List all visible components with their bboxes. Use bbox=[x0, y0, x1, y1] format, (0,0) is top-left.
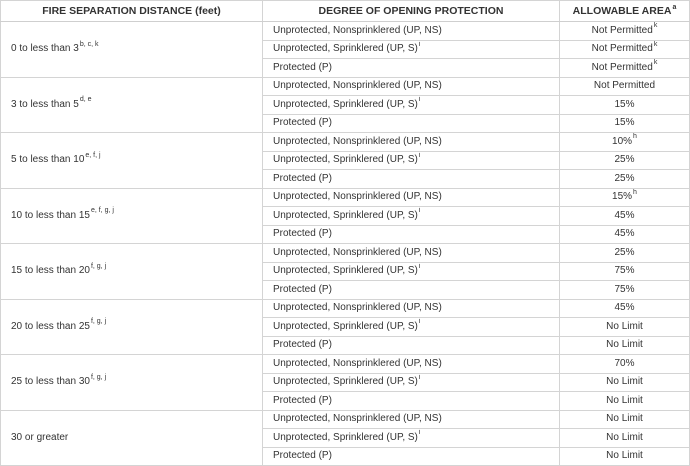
protection-cell bbox=[263, 392, 560, 411]
area-value: 45% bbox=[614, 302, 635, 314]
protection-cell bbox=[263, 170, 560, 189]
table-body bbox=[1, 22, 690, 466]
protection-label: Unprotected, Nonsprinklered (UP, NS) bbox=[273, 357, 442, 369]
protection-label: Unprotected, Sprinklered (UP, S) bbox=[273, 43, 418, 55]
table-row bbox=[1, 355, 690, 374]
protection-label: Protected (P) bbox=[273, 450, 332, 462]
protection-label: Unprotected, Sprinklered (UP, S) bbox=[273, 154, 418, 166]
protection-cell bbox=[263, 318, 560, 337]
protection-label: Unprotected, Nonsprinklered (UP, NS) bbox=[273, 135, 442, 147]
distance-label: 0 to less than 3 bbox=[11, 43, 79, 55]
distance-label: 10 to less than 15 bbox=[11, 209, 90, 221]
area-footnote: k bbox=[653, 59, 658, 67]
protection-label: Unprotected, Nonsprinklered (UP, NS) bbox=[273, 302, 442, 314]
area-cell bbox=[560, 114, 690, 133]
area-value: Not Permitted bbox=[593, 80, 656, 92]
distance-label: 15 to less than 20 bbox=[11, 265, 90, 277]
protection-cell bbox=[263, 244, 560, 263]
protection-cell bbox=[263, 447, 560, 466]
area-cell bbox=[560, 40, 690, 59]
area-value: 45% bbox=[614, 228, 635, 240]
protection-label: Protected (P) bbox=[273, 228, 332, 240]
area-cell bbox=[560, 392, 690, 411]
protection-cell bbox=[263, 40, 560, 59]
protection-footnote: i bbox=[418, 429, 421, 437]
protection-cell bbox=[263, 188, 560, 207]
area-footnote: h bbox=[633, 188, 637, 196]
protection-cell bbox=[263, 299, 560, 318]
protection-cell bbox=[263, 355, 560, 374]
protection-label: Unprotected, Sprinklered (UP, S) bbox=[273, 209, 418, 221]
protection-footnote: i bbox=[418, 373, 421, 381]
protection-label: Protected (P) bbox=[273, 339, 332, 351]
area-cell bbox=[560, 77, 690, 96]
protection-label: Unprotected, Sprinklered (UP, S) bbox=[273, 320, 418, 332]
table-row bbox=[1, 299, 690, 318]
distance-footnote: d, e bbox=[79, 96, 92, 104]
protection-cell bbox=[263, 59, 560, 78]
protection-footnote: i bbox=[418, 40, 421, 48]
table-row bbox=[1, 77, 690, 96]
protection-cell bbox=[263, 262, 560, 281]
area-cell bbox=[560, 22, 690, 41]
protection-label: Protected (P) bbox=[273, 172, 332, 184]
area-value: 45% bbox=[614, 209, 635, 221]
protection-label: Unprotected, Nonsprinklered (UP, NS) bbox=[273, 413, 442, 425]
protection-label: Unprotected, Sprinklered (UP, S) bbox=[273, 431, 418, 443]
protection-cell bbox=[263, 429, 560, 448]
distance-cell bbox=[1, 77, 263, 133]
protection-label: Protected (P) bbox=[273, 117, 332, 129]
area-value: 25% bbox=[614, 246, 635, 258]
area-value: Not Permitted bbox=[591, 43, 653, 55]
area-cell bbox=[560, 410, 690, 429]
distance-label: 30 or greater bbox=[11, 431, 69, 443]
area-cell bbox=[560, 59, 690, 78]
area-value: No Limit bbox=[606, 394, 643, 406]
protection-cell bbox=[263, 151, 560, 170]
distance-footnote: e, f, g, j bbox=[90, 207, 114, 215]
area-cell bbox=[560, 96, 690, 115]
area-value: No Limit bbox=[606, 431, 643, 443]
protection-cell bbox=[263, 96, 560, 115]
distance-label: 25 to less than 30 bbox=[11, 376, 90, 388]
header-row bbox=[1, 1, 690, 22]
protection-cell bbox=[263, 22, 560, 41]
distance-cell bbox=[1, 355, 263, 411]
protection-cell bbox=[263, 281, 560, 300]
area-cell bbox=[560, 281, 690, 300]
area-cell bbox=[560, 355, 690, 374]
protection-cell bbox=[263, 225, 560, 244]
area-value: No Limit bbox=[606, 320, 643, 332]
protection-cell bbox=[263, 336, 560, 355]
protection-footnote: i bbox=[418, 151, 421, 159]
protection-label: Unprotected, Sprinklered (UP, S) bbox=[273, 376, 418, 388]
area-value: 15% bbox=[612, 191, 633, 203]
table-row bbox=[1, 244, 690, 263]
distance-footnote: e, f, j bbox=[85, 151, 101, 159]
protection-footnote: i bbox=[418, 318, 421, 326]
protection-label: Unprotected, Sprinklered (UP, S) bbox=[273, 265, 418, 277]
protection-label: Unprotected, Nonsprinklered (UP, NS) bbox=[273, 246, 442, 258]
area-cell bbox=[560, 447, 690, 466]
area-value: 10% bbox=[612, 135, 633, 147]
protection-label: Unprotected, Nonsprinklered (UP, NS) bbox=[273, 80, 442, 92]
area-cell bbox=[560, 318, 690, 337]
header-protection: DEGREE OF OPENING PROTECTION bbox=[263, 1, 560, 22]
area-value: 75% bbox=[614, 265, 635, 277]
header-distance: FIRE SEPARATION DISTANCE (feet) bbox=[1, 1, 263, 22]
table-row bbox=[1, 22, 690, 41]
area-footnote: k bbox=[653, 40, 658, 48]
area-value: No Limit bbox=[606, 413, 643, 425]
area-cell bbox=[560, 225, 690, 244]
area-cell bbox=[560, 207, 690, 226]
area-cell bbox=[560, 170, 690, 189]
area-cell bbox=[560, 133, 690, 152]
distance-footnote: b, c, k bbox=[79, 40, 99, 48]
header-area-footnote: a bbox=[672, 3, 677, 11]
area-footnote: h bbox=[633, 133, 637, 141]
distance-label: 3 to less than 5 bbox=[11, 98, 79, 110]
distance-cell bbox=[1, 410, 263, 466]
area-value: 15% bbox=[614, 117, 635, 129]
area-cell bbox=[560, 244, 690, 263]
area-footnote: k bbox=[653, 22, 658, 30]
area-value: Not Permitted bbox=[591, 24, 653, 36]
area-cell bbox=[560, 262, 690, 281]
distance-footnote: f, g, j bbox=[90, 262, 107, 270]
protection-cell bbox=[263, 373, 560, 392]
distance-label: 5 to less than 10 bbox=[11, 154, 85, 166]
protection-footnote: i bbox=[418, 96, 421, 104]
table-row bbox=[1, 133, 690, 152]
distance-label: 20 to less than 25 bbox=[11, 320, 90, 332]
distance-footnote: f, g, j bbox=[90, 318, 107, 326]
table-row bbox=[1, 410, 690, 429]
header-area: ALLOWABLE AREA$^a$ bbox=[560, 1, 690, 22]
area-cell bbox=[560, 188, 690, 207]
area-value: No Limit bbox=[606, 450, 643, 462]
area-cell bbox=[560, 151, 690, 170]
protection-label: Unprotected, Nonsprinklered (UP, NS) bbox=[273, 24, 442, 36]
area-value: 25% bbox=[614, 154, 635, 166]
protection-label: Unprotected, Sprinklered (UP, S) bbox=[273, 98, 418, 110]
table-row bbox=[1, 188, 690, 207]
protection-cell bbox=[263, 114, 560, 133]
area-cell bbox=[560, 429, 690, 448]
area-value: 75% bbox=[614, 283, 635, 295]
protection-label: Protected (P) bbox=[273, 283, 332, 295]
protection-label: Protected (P) bbox=[273, 61, 332, 73]
distance-cell bbox=[1, 133, 263, 189]
area-value: 25% bbox=[614, 172, 635, 184]
area-value: 70% bbox=[614, 357, 635, 369]
area-value: Not Permitted bbox=[591, 61, 653, 73]
distance-cell bbox=[1, 22, 263, 78]
protection-label: Unprotected, Nonsprinklered (UP, NS) bbox=[273, 191, 442, 203]
protection-footnote: i bbox=[418, 262, 421, 270]
distance-cell bbox=[1, 244, 263, 300]
area-value: No Limit bbox=[606, 376, 643, 388]
protection-label: Protected (P) bbox=[273, 394, 332, 406]
distance-cell bbox=[1, 299, 263, 355]
area-cell bbox=[560, 373, 690, 392]
protection-cell bbox=[263, 410, 560, 429]
area-cell bbox=[560, 299, 690, 318]
area-value: No Limit bbox=[606, 339, 643, 351]
protection-cell bbox=[263, 77, 560, 96]
area-cell bbox=[560, 336, 690, 355]
protection-cell bbox=[263, 207, 560, 226]
protection-footnote: i bbox=[418, 207, 421, 215]
distance-cell bbox=[1, 188, 263, 244]
area-value: 15% bbox=[614, 98, 635, 110]
distance-footnote: f, g, j bbox=[90, 373, 107, 381]
protection-cell bbox=[263, 133, 560, 152]
